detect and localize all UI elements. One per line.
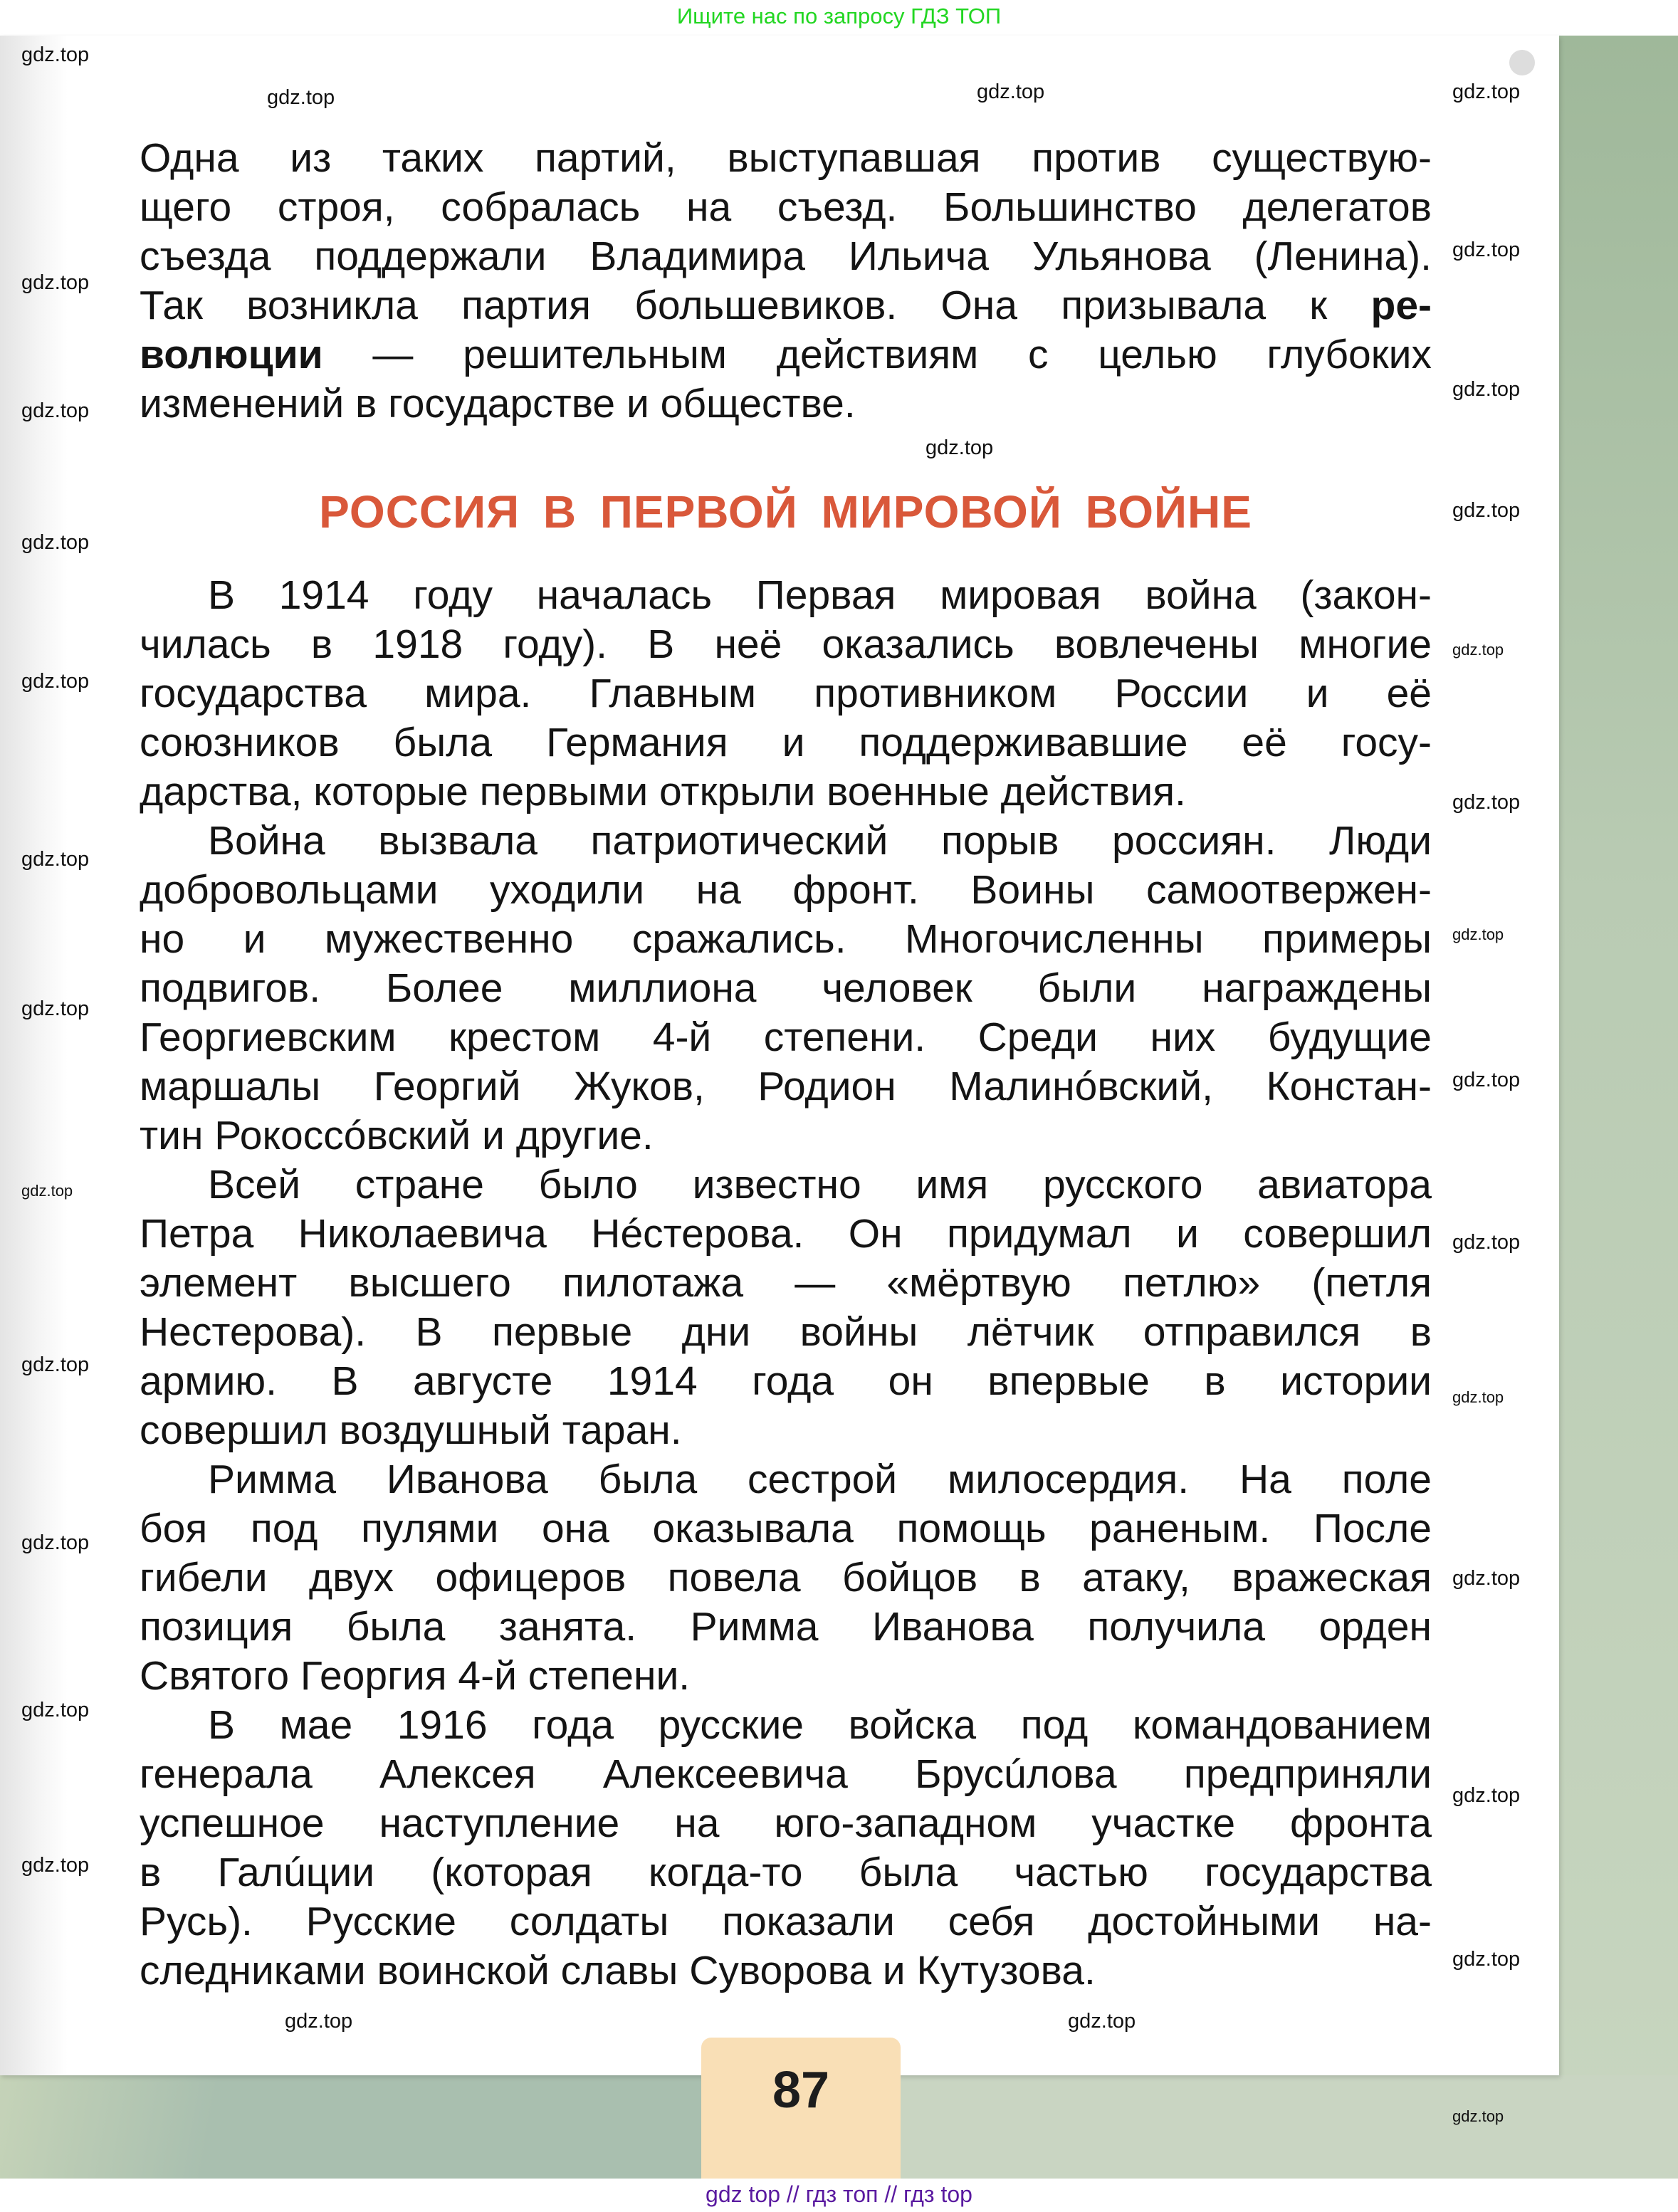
watermark: gdz.top bbox=[21, 1531, 90, 1554]
text-line: совершил воздушный таран. bbox=[140, 1408, 682, 1453]
watermark: gdz.top bbox=[1452, 1231, 1521, 1254]
watermark: gdz.top bbox=[1452, 2107, 1504, 2125]
text-line: тин Рокоссóвский и другие. bbox=[140, 1113, 654, 1158]
text-line: боя под пулями она оказывала помощь раненым. После bbox=[140, 1506, 1432, 1551]
watermark: gdz.top bbox=[21, 1699, 90, 1721]
text-line: Нестерова). В первые дни войны лётчик отправился в bbox=[140, 1309, 1432, 1355]
text-line: в Галúции (которая когда-то была частью государства bbox=[140, 1850, 1432, 1895]
watermark: gdz.top bbox=[1452, 499, 1521, 522]
text-line: Георгиевским крестом 4-й степени. Среди них будущие bbox=[140, 1015, 1432, 1060]
watermark: gdz.top bbox=[21, 1353, 90, 1376]
watermark: gdz.top bbox=[267, 86, 335, 109]
text-line: добровольцами уходили на фронт. Воины самоотвержен- bbox=[140, 867, 1432, 913]
text-fragment: — решительным действиям с целью глубоких bbox=[372, 332, 1432, 377]
watermark: gdz.top bbox=[21, 997, 90, 1020]
text-line: гибели двух офицеров повела бойцов в атаку, вражеская bbox=[140, 1555, 1432, 1600]
text-line: Русь). Русские солдаты показали себя достойными на- bbox=[140, 1899, 1432, 1944]
watermark: gdz.top bbox=[21, 848, 90, 871]
text-line: дарства, которые первыми открыли военные действия. bbox=[140, 769, 1186, 814]
text-line: Одна из таких партий, выступавшая против существую- bbox=[140, 135, 1432, 181]
text-line: В 1914 году началась Первая мировая война (закон- bbox=[208, 572, 1432, 618]
watermark: gdz.top bbox=[1452, 80, 1521, 103]
bottom-banner: gdz top // гдз топ // гдз top bbox=[0, 2179, 1678, 2212]
watermark: gdz.top bbox=[1452, 1388, 1504, 1406]
background-bottom-left bbox=[0, 2075, 712, 2179]
background-bottom-right bbox=[901, 2075, 1678, 2179]
watermark: gdz.top bbox=[1452, 791, 1521, 814]
text-line: изменений в государстве и обществе. bbox=[140, 381, 856, 426]
text-line: армию. В августе 1914 года он впервые в истории bbox=[140, 1358, 1432, 1404]
background-right-strip bbox=[1556, 36, 1678, 2179]
watermark: gdz.top bbox=[1452, 926, 1504, 943]
text-line: генерала Алексея Алексеевича Брусúлова предприняли bbox=[140, 1751, 1432, 1797]
watermark: gdz.top bbox=[21, 1182, 73, 1200]
body-text bbox=[140, 571, 1432, 1996]
text-line: съезда поддержали Владимира Ильича Ульянова (Ленина). bbox=[140, 234, 1432, 279]
watermark: gdz.top bbox=[1452, 1784, 1521, 1807]
watermark: gdz.top bbox=[1452, 641, 1504, 659]
watermark: gdz.top bbox=[21, 670, 90, 693]
text-line: государства мира. Главным противником России и её bbox=[140, 671, 1432, 716]
watermark: gdz.top bbox=[21, 399, 90, 422]
text-line: Святого Георгия 4-й степени. bbox=[140, 1653, 691, 1699]
watermark: gdz.top bbox=[21, 531, 90, 554]
text-line bbox=[140, 330, 1432, 379]
text-line: подвигов. Более миллиона человек были награждены bbox=[140, 965, 1432, 1011]
text-line bbox=[140, 281, 1432, 330]
page-number: 87 bbox=[772, 2062, 830, 2119]
text-line: Война вызвала патриотический порыв россиян. Люди bbox=[208, 818, 1432, 864]
text-line: позиция была занята. Римма Иванова получила орден bbox=[140, 1604, 1432, 1650]
watermark: gdz.top bbox=[21, 1854, 90, 1877]
term-revolution-part2: волюции bbox=[140, 332, 323, 377]
watermark: gdz.top bbox=[1452, 1948, 1521, 1971]
watermark: gdz.top bbox=[1452, 378, 1521, 401]
watermark: gdz.top bbox=[285, 2010, 353, 2033]
top-banner: Ищите нас по запросу ГДЗ ТОП bbox=[676, 4, 1002, 28]
watermark: gdz.top bbox=[925, 436, 994, 459]
watermark: gdz.top bbox=[21, 271, 90, 294]
intro-paragraph bbox=[140, 134, 1432, 429]
text-line: щего строя, собралась на съезд. Большинство делегатов bbox=[140, 184, 1432, 230]
section-heading: РОССИЯ В ПЕРВОЙ МИРОВОЙ ВОЙНЕ bbox=[319, 486, 1252, 538]
text-line: союзников была Германия и поддерживавшие её госу- bbox=[140, 720, 1432, 765]
watermark: gdz.top bbox=[21, 43, 90, 66]
watermark: gdz.top bbox=[1452, 1567, 1521, 1590]
text-line: Петра Николаевича Нéстерова. Он придумал и совершил bbox=[140, 1211, 1432, 1257]
text-line: элемент высшего пилотажа — «мёртвую петлю» (петля bbox=[140, 1260, 1432, 1306]
watermark: gdz.top bbox=[1452, 239, 1521, 261]
text-line: Римма Иванова была сестрой милосердия. На поле bbox=[208, 1457, 1432, 1502]
text-line: но и мужественно сражались. Многочисленны примеры bbox=[140, 916, 1432, 962]
text-line: следниками воинской славы Суворова и Кутузова. bbox=[140, 1948, 1096, 1993]
term-revolution-part1: ре- bbox=[1370, 283, 1432, 328]
watermark: gdz.top bbox=[1068, 2010, 1136, 2033]
text-line: маршалы Георгий Жуков, Родион Малинóвский, Констан- bbox=[140, 1064, 1432, 1109]
watermark: gdz.top bbox=[977, 80, 1045, 103]
watermark: gdz.top bbox=[1452, 1069, 1521, 1091]
text-line: чилась в 1918 году). В неё оказались вовлечены многие bbox=[140, 622, 1432, 667]
page-dot bbox=[1509, 50, 1535, 75]
text-fragment: Так возникла партия большевиков. Она призывала к bbox=[140, 283, 1328, 328]
text-line: Всей стране было известно имя русского авиатора bbox=[208, 1162, 1432, 1207]
text-line: успешное наступление на юго-западном участке фронта bbox=[140, 1800, 1432, 1846]
text-line: В мае 1916 года русские войска под командованием bbox=[208, 1702, 1432, 1748]
